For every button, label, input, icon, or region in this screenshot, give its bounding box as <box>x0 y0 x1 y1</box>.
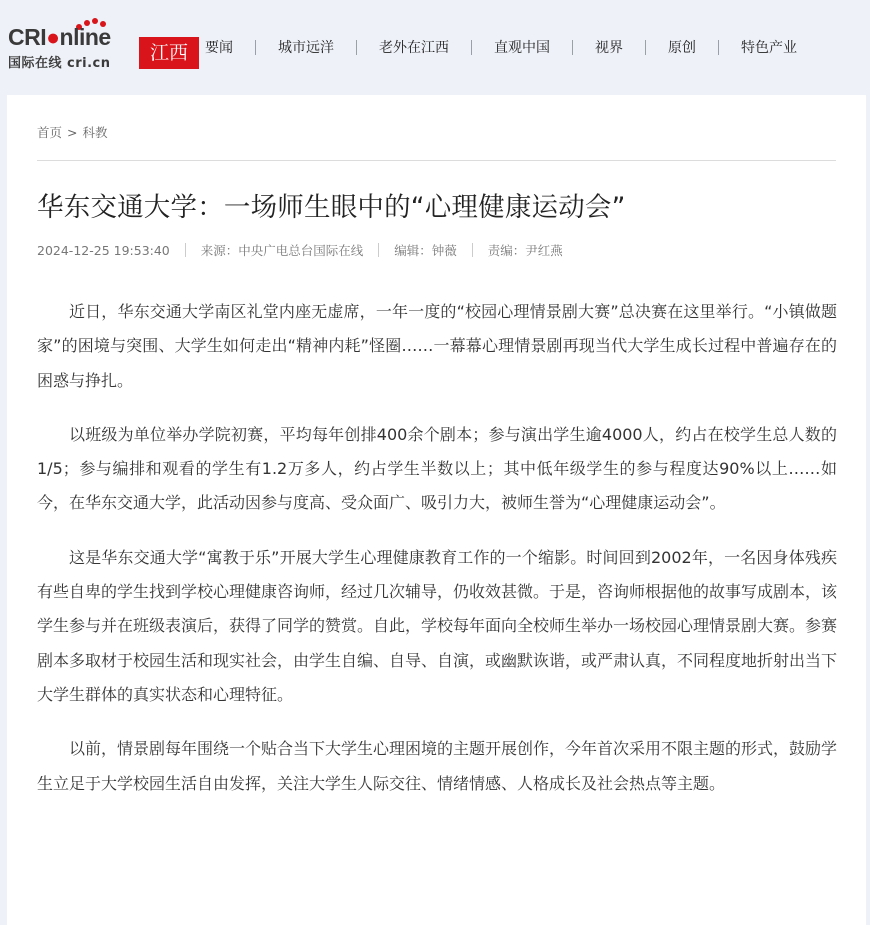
nav-item-vision[interactable]: 视界 <box>595 40 623 56</box>
article-meta <box>37 241 563 259</box>
article-datetime: 2024-12-25 19:53:40 <box>37 242 170 258</box>
site-header <box>0 0 870 92</box>
nav-item-original[interactable]: 原创 <box>668 40 696 56</box>
region-badge[interactable]: 江西 <box>139 37 199 69</box>
breadcrumb <box>37 123 108 141</box>
article-paragraph: 以前，情景剧每年围绕一个贴合当下大学生心理困境的主题开展创作，今年首次采用不限主题的形式，鼓励学生立足于大学校园生活自由发挥，关注大学生人际交往、情绪情感、人格成长及社会热点等主题。 <box>37 739 838 793</box>
site-logo[interactable] <box>8 24 198 74</box>
nav-divider <box>645 40 646 55</box>
meta-divider <box>472 243 473 257</box>
breadcrumb-category[interactable]: 科教 <box>82 125 108 140</box>
article-paragraph: 近日，华东交通大学南区礼堂内座无虚席，一年一度的“校园心理情景剧大赛”总决赛在这里举行。“小镇做题家”的困境与突围、大学生如何走出“精神内耗”怪圈……一幕幕心理情景剧再现当代大学生成长过程中普遍存在的困惑与挣扎。 <box>37 302 837 390</box>
article-chief-editor: 责编：尹红燕 <box>487 243 563 258</box>
nav-item-foreigners[interactable]: 老外在江西 <box>379 40 449 56</box>
nav-item-city[interactable]: 城市远洋 <box>278 40 334 56</box>
article-editor: 编辑：钟薇 <box>394 243 457 258</box>
nav-item-industry[interactable]: 特色产业 <box>741 40 797 56</box>
meta-divider <box>378 243 379 257</box>
nav-divider <box>356 40 357 55</box>
breadcrumb-divider <box>37 160 836 161</box>
article-body <box>37 295 837 821</box>
meta-divider <box>185 243 186 257</box>
main-nav <box>205 36 797 58</box>
article-title: 华东交通大学：一场师生眼中的“心理健康运动会” <box>37 192 626 223</box>
logo-subtitle: 国际在线 cri.cn <box>8 56 111 71</box>
nav-divider <box>572 40 573 55</box>
logo-wordmark: CRI●nline <box>8 24 111 50</box>
article-source: 来源：中央广电总台国际在线 <box>200 243 364 258</box>
nav-divider <box>255 40 256 55</box>
nav-divider <box>471 40 472 55</box>
nav-divider <box>718 40 719 55</box>
article-paragraph: 这是华东交通大学“寓教于乐”开展大学生心理健康教育工作的一个缩影。时间回到2002年，一名因身体残疾有些自卑的学生找到学校心理健康咨询师，经过几次辅导，仍收效甚微。于是，咨询师根据他的故事写成剧本，该学生参与并在班级表演后，获得了同学的赞赏。自此，学校每年面向全校师生举办一场校园心理情景剧大赛。参赛剧本多取材于校园生活和现实社会，由学生自编、自导、自演，或幽默诙谐，或严肃认真，不同程度地折射出当下大学生群体的真实状态和心理特征。 <box>37 547 838 704</box>
article-paragraph: 以班级为单位举办学院初赛，平均每年创排400余个剧本；参与演出学生逾4000人，约占在校学生总人数的1/5；参与编排和观看的学生有1.2万多人，约占学生半数以上；其中低年级学生的参与程度达90%以上……如今，在华东交通大学，此活动因参与度高、受众面广、吸引力大，被师生誉为“心理健康运动会”。 <box>37 424 837 513</box>
breadcrumb-separator: > <box>67 125 78 140</box>
breadcrumb-home[interactable]: 首页 <box>37 125 63 140</box>
nav-item-news[interactable]: 要闻 <box>205 40 233 56</box>
nav-item-china-view[interactable]: 直观中国 <box>494 40 550 56</box>
article-card <box>7 95 866 925</box>
